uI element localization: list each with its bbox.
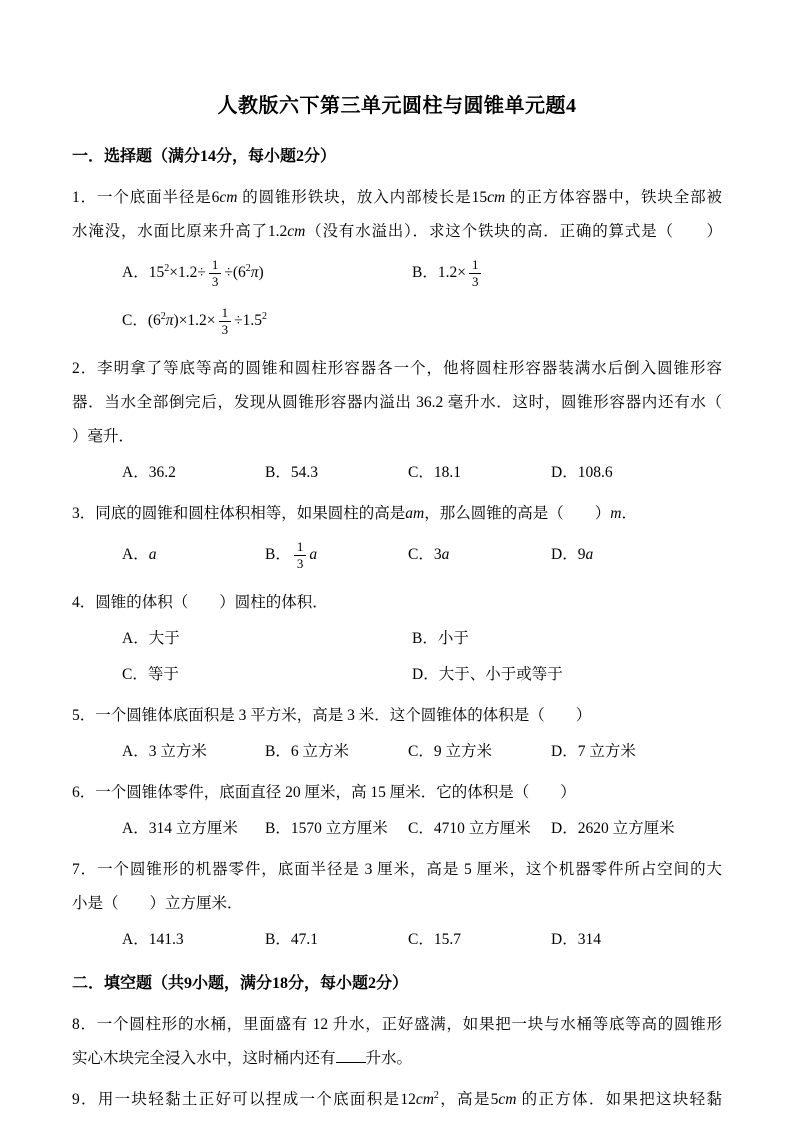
question-5-option-d: D．7 立方米 (551, 743, 636, 760)
question-2-option-b: B．54.3 (265, 464, 318, 481)
question-8-line-2-text: 实心木块完全浸入水中，这时桶内还有 (72, 1050, 336, 1067)
section-1-heading: 一．选择题（满分14分，每小题2分） (72, 148, 337, 165)
question-2-option-d: D．108.6 (551, 464, 613, 481)
question-6-line-1: 6．一个圆锥体零件，底面直径 20 厘米，高 15 厘米．它的体积是（ ） (72, 784, 576, 801)
question-5-option-c: C．9 立方米 (408, 743, 492, 760)
question-2-option-a: A．36.2 (122, 464, 176, 481)
question-6-option-a: A．314 立方厘米 (122, 820, 238, 837)
question-5 (72, 699, 722, 769)
answer-blank (336, 1047, 366, 1063)
question-1-option-b: B．1.2× $\frac{1}{3}$ (412, 249, 484, 297)
question-9-line-1: 9．用一块轻黏土正好可以捏成一个底面积是$12cm^2$，高是5cm 的正方体．如果把这块轻黏 (72, 1089, 722, 1108)
question-1-line-2: 水淹没，水面比原来升高了1.2cm（没有水溢出）．求这个铁块的高．正确的算式是（ ） (72, 223, 722, 240)
question-5-option-b: B．6 立方米 (265, 743, 349, 760)
question-8 (72, 1008, 722, 1076)
question-7-line-1: 7．一个圆锥形的机器零件，底面半径是 3 厘米，高是 5 厘米，这个机器零件所占空间的大 (72, 861, 722, 878)
question-8-line-2 (72, 1042, 722, 1076)
question-7-option-d: D．314 (551, 931, 601, 948)
question-4-option-a: A．大于 (122, 630, 180, 647)
question-2-options (72, 456, 722, 490)
question-4-option-c: C．等于 (122, 666, 179, 683)
question-3 (72, 497, 722, 579)
question-7-option-b: B．47.1 (265, 931, 318, 948)
question-1-line-1: 1．一个底面半径是6cm 的圆锥形铁块，放入内部棱长是15cm 的正方体容器中，铁块全部被 (72, 189, 722, 206)
question-2 (72, 352, 722, 490)
question-6-options (72, 812, 722, 846)
question-3-option-a: A．a (122, 546, 157, 563)
question-6-option-d: D．2620 立方厘米 (551, 820, 675, 837)
question-4-option-d: D．大于、小于或等于 (412, 666, 563, 683)
document-title: 人教版六下第三单元圆柱与圆锥单元题4 (217, 95, 577, 117)
question-9 (72, 1083, 722, 1117)
section-2-heading: 二．填空题（共9小题，满分18分，每小题2分） (72, 975, 409, 992)
question-1 (72, 181, 722, 345)
question-8-line-2-text-after: 升水。 (365, 1050, 413, 1067)
question-1-options-row-2 (72, 297, 722, 345)
question-7 (72, 853, 722, 957)
question-4-options-row-2 (72, 658, 722, 692)
question-1-option-c: C．$(6^2\pi)\times 1.2\times$ $\frac{1}{3}$ $\div 1.5^2$ (122, 304, 267, 337)
question-8-line-1: 8．一个圆柱形的水桶，里面盛有 12 升水，正好盛满，如果把一块与水桶等底等高的圆锥形 (72, 1016, 722, 1033)
question-3-option-c: C．3a (408, 546, 450, 563)
question-4-option-b: B．小于 (412, 630, 469, 647)
question-4 (72, 586, 722, 692)
question-5-option-a: A．3 立方米 (122, 743, 207, 760)
question-7-options (72, 923, 722, 957)
question-1-option-a: A．$15^2\times 1.2\div$ $\frac{1}{3}$ $\div(6^2\pi)$ (122, 256, 264, 289)
question-7-option-a: A．141.3 (122, 931, 184, 948)
question-7-option-c: C．15.7 (408, 931, 461, 948)
question-3-option-d: D．9a (551, 546, 594, 563)
question-3-option-b: B． $\frac{1}{3}$ a (265, 538, 318, 571)
question-2-line-1: 2．李明拿了等底等高的圆锥和圆柱形容器各一个，他将圆柱形容器装满水后倒入圆锥形容 (72, 360, 722, 377)
question-2-line-3: ）毫升． (72, 428, 135, 445)
question-6-option-b: B．1570 立方厘米 (265, 820, 388, 837)
question-5-options (72, 735, 722, 769)
question-5-line-1: 5．一个圆锥体底面积是 3 平方米，高是 3 米．这个圆锥体的体积是（ ） (72, 707, 592, 724)
question-4-options-row-1 (72, 622, 722, 656)
question-2-line-2: 器．当水全部倒完后，发现从圆锥形容器内溢出 36.2 毫升水．这时，圆锥形容器内还有水（ (72, 394, 722, 411)
question-1-options-row-1 (72, 249, 722, 297)
question-7-line-2: 小是（ ）立方厘米． (72, 895, 243, 912)
question-3-line-1: 3．同底的圆锥和圆柱体积相等，如果圆柱的高是am，那么圆锥的高是（ ）m． (72, 505, 637, 522)
question-6 (72, 776, 722, 846)
question-4-line-1: 4．圆锥的体积（ ）圆柱的体积． (72, 594, 328, 611)
question-3-options (72, 531, 722, 579)
question-6-option-c: C．4710 立方厘米 (408, 820, 531, 837)
question-2-option-c: C．18.1 (408, 464, 461, 481)
